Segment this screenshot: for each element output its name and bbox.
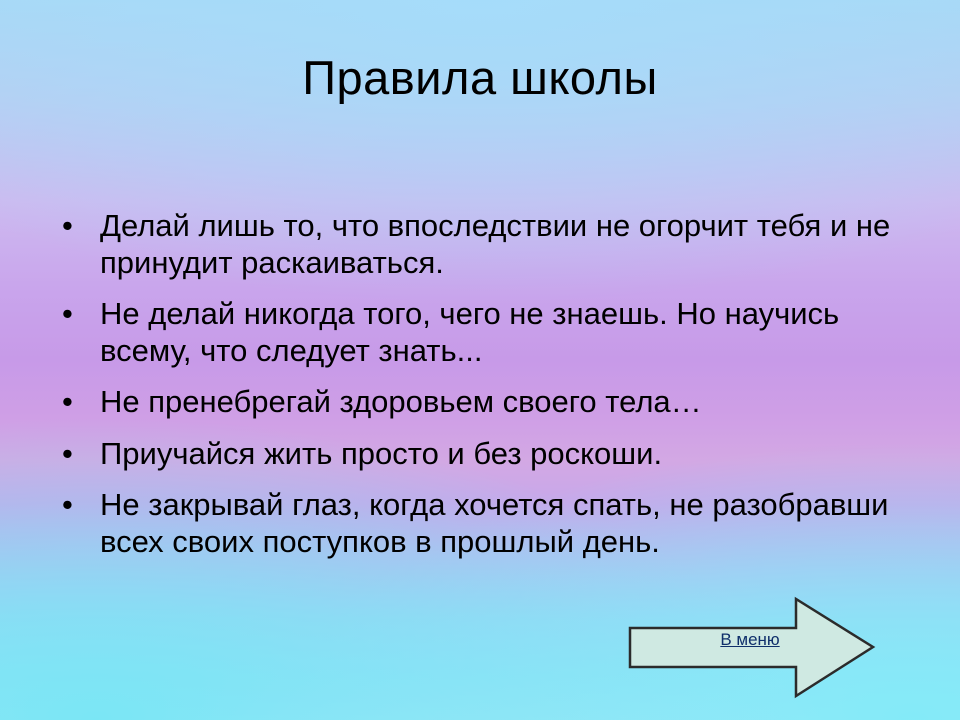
back-to-menu-label[interactable]: В меню	[720, 630, 780, 649]
list-item-text: Не закрывай глаз, когда хочется спать, не разобравши всех своих поступков в прошлый день.	[100, 487, 889, 560]
rules-list	[52, 208, 914, 576]
page-title: Правила школы	[302, 51, 658, 104]
list-item	[52, 296, 914, 369]
bullet-marker-icon: •	[62, 487, 73, 523]
list-item-text: Не делай никогда того, чего не знаешь. Но научись всему, что следует знать...	[100, 296, 840, 368]
bullet-marker-icon: •	[62, 208, 73, 243]
list-item	[52, 384, 914, 421]
list-item	[52, 436, 914, 473]
list-item	[52, 208, 914, 281]
list-item-text: Приучайся жить просто и без роскоши.	[100, 435, 663, 471]
list-item-text: Не пренебрегай здоровьем своего тела…	[100, 384, 702, 420]
bullet-marker-icon: •	[62, 384, 73, 420]
back-to-menu-button[interactable]	[628, 595, 876, 700]
list-item-text: Делай лишь то, что впоследствии не огорчит тебя и не принудит раскаиваться.	[100, 208, 891, 280]
list-item	[52, 487, 914, 560]
bullet-marker-icon: •	[62, 435, 73, 471]
bullet-marker-icon: •	[62, 296, 73, 332]
